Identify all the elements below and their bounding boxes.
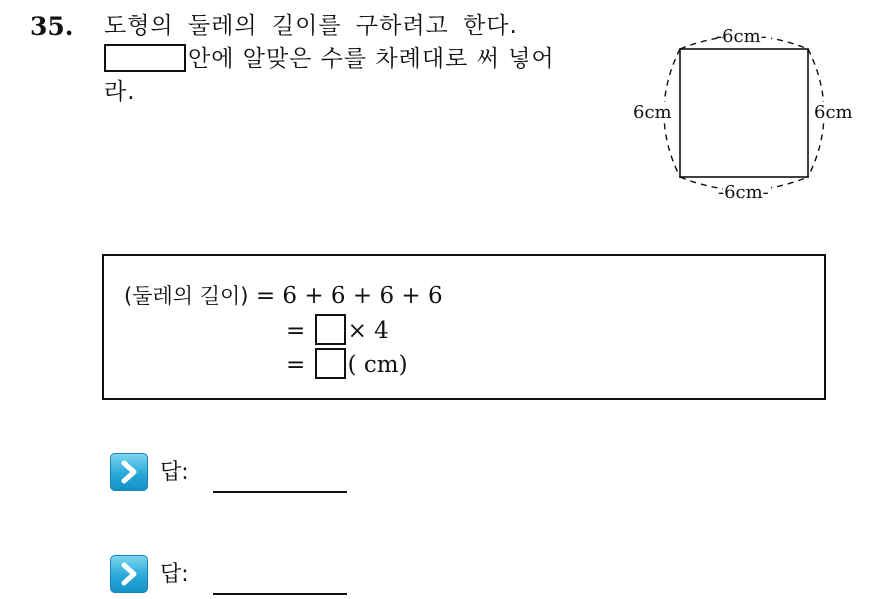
formula-label: (둘레의 길이) [124, 284, 249, 308]
formula-row-1 [124, 280, 443, 310]
question-line-2-wrap [104, 43, 594, 76]
formula-row-1-expr: = 6 + 6 + 6 + 6 [255, 283, 443, 309]
answer-label: 답: [160, 460, 189, 485]
question-line-3: 라. [104, 79, 136, 105]
formula-row-2 [286, 314, 389, 345]
formula-blank-2[interactable] [315, 348, 346, 379]
formula-row-3-eq: = [286, 352, 306, 378]
question-number: 35. [30, 12, 74, 41]
top-length-label: -6cm- [716, 26, 767, 47]
answer-input-line[interactable] [213, 491, 347, 493]
formula-row-2-eq: = [286, 318, 306, 344]
blank-answer-box [104, 44, 186, 72]
chevron-right-icon [110, 555, 148, 593]
formula-box [102, 254, 826, 400]
question-text [104, 10, 594, 109]
question-line-2: 안에 알맞은 수를 차례대로 써 넣어 [188, 46, 555, 72]
formula-row-2-tail: × 4 [347, 318, 389, 344]
answer-label: 답: [160, 562, 189, 587]
answer-input-line[interactable] [213, 593, 347, 595]
square-diagram [628, 20, 878, 205]
bottom-length-label: -6cm- [718, 182, 769, 203]
left-length-label: 6cm [633, 102, 672, 123]
right-length-label: 6cm [814, 102, 853, 123]
square-figure [628, 20, 878, 205]
question-line-1: 도형의 둘레의 길이를 구하려고 한다. [104, 13, 518, 39]
formula-row-3 [286, 348, 408, 379]
formula-blank-1[interactable] [315, 314, 346, 345]
chevron-right-icon [110, 453, 148, 491]
square-shape [680, 49, 808, 177]
formula-row-3-tail: ( cm) [347, 352, 408, 378]
